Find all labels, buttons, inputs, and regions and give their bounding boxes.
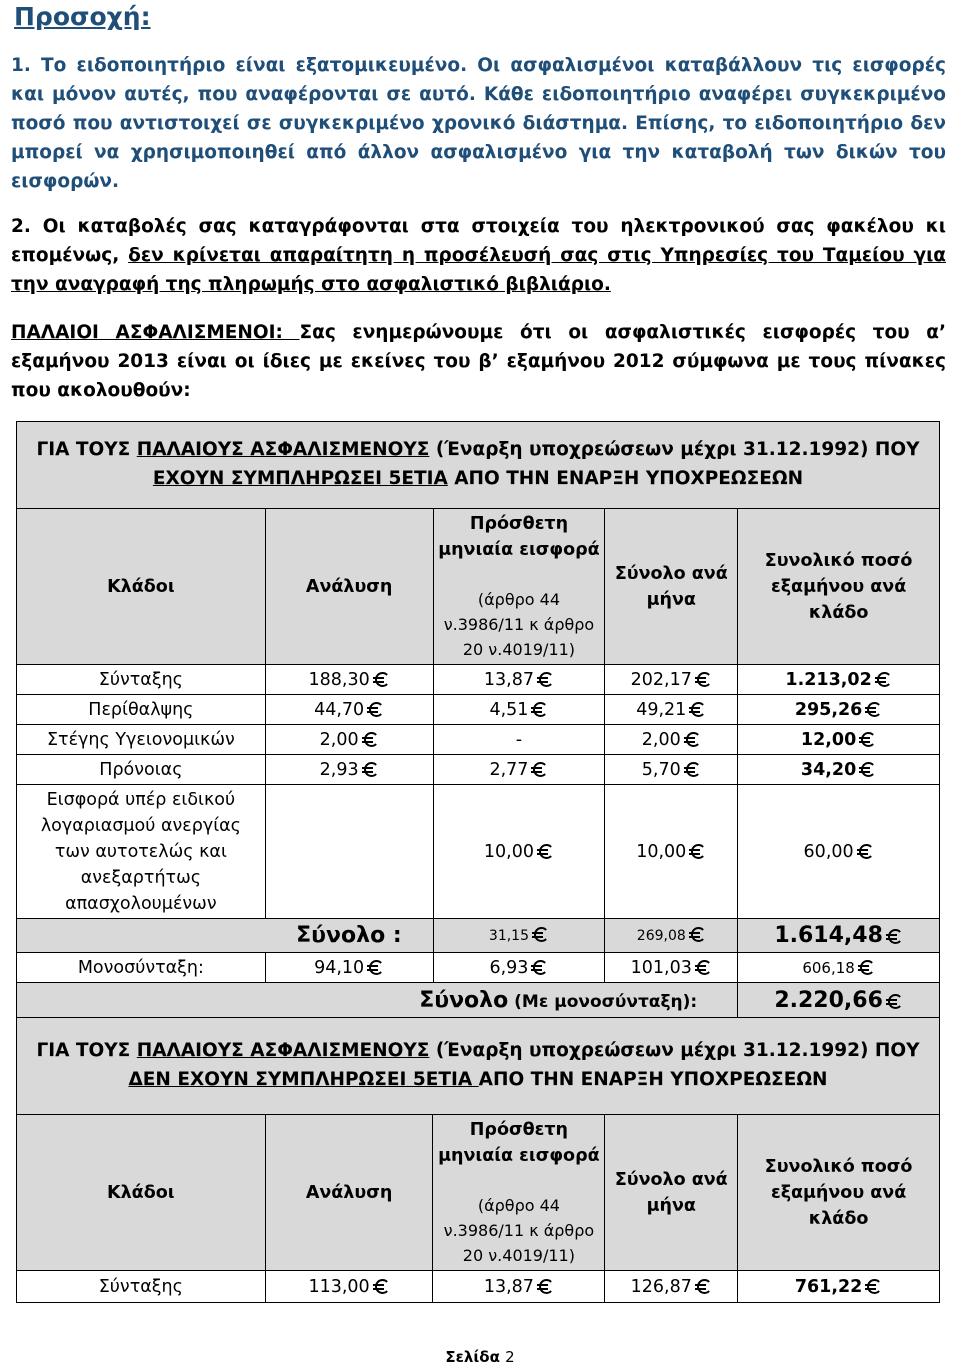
table1-title: ΓΙΑ ΤΟΥΣ ΠΑΛΑΙΟΥΣ ΑΣΦΑΛΙΣΜΕΝΟΥΣ (Έναρξη υποχρεώσεων μέχρι 31.12.1992) ΠΟΥ ΕΧΟΥΝ ΣΥΜΠΛΗΡΩΣΕΙ 5ΕΤΙΑ ΑΠΟ ΤΗΝ ΕΝΑΡΞΗ ΥΠΟΧΡΕΩΣΕΩΝ xyxy=(17,422,940,509)
col-monthly-header: Σύνολο ανά μήνα xyxy=(605,1115,738,1271)
table-row: Περίθαλψης 44,70 4,51 49,21 295,26 xyxy=(17,695,940,725)
euro-icon xyxy=(888,929,903,944)
notice-2 xyxy=(11,212,946,299)
col-branch-header: Κλάδοι xyxy=(17,1115,266,1271)
page-heading: Προσοχή: xyxy=(14,2,151,31)
notice-2-underlined: δεν κρίνεται απαραίτητη η προσέλευσή σας στις Υπηρεσίες του Ταμείου για την αναγραφή της πληρωμής στο ασφαλιστικό βιβλιάριο. xyxy=(11,245,947,295)
euro-icon xyxy=(534,927,549,942)
euro-icon xyxy=(888,994,903,1009)
info-text: Σας ενημερώνουμε ότι οι ασφαλιστικές εισφορές του α’ εξαμήνου 2013 είναι οι ίδιες με εκείνες του β’ εξαμήνου 2012 σύμφωνα με τους πίνακες που ακολουθούν: xyxy=(11,322,947,401)
table-row: Πρόνοιας 2,93 2,77 5,70 34,20 xyxy=(17,755,940,785)
page-number: 2 xyxy=(505,1348,515,1366)
euro-icon xyxy=(697,960,712,975)
col-branch-header: Κλάδοι xyxy=(17,509,266,665)
col-monthly-header: Σύνολο ανά μήνα xyxy=(605,509,738,665)
total-label: Σύνολο : xyxy=(265,919,433,953)
col-semester-header: Συνολικό ποσό εξαμήνου ανά κλάδο xyxy=(738,509,940,665)
euro-icon xyxy=(539,672,554,687)
euro-icon xyxy=(691,927,706,942)
contributions-table-under-5yr xyxy=(16,1017,940,1303)
euro-icon xyxy=(867,702,882,717)
euro-icon xyxy=(686,762,701,777)
euro-icon xyxy=(859,844,874,859)
grand-total-row: Σύνολο (Με μονοσύνταξη): 2.220,66 xyxy=(17,983,940,1019)
euro-icon xyxy=(364,732,379,747)
mono-row: Μονοσύνταξη: 94,10 6,93 101,03 606,18 xyxy=(17,953,940,983)
euro-icon xyxy=(539,844,554,859)
euro-icon xyxy=(877,672,892,687)
euro-icon xyxy=(860,960,875,975)
col-additional-header: Πρόσθετη μηνιαία εισφορά (άρθρο 44 ν.3986/11 κ άρθρο 20 ν.4019/11) xyxy=(433,509,605,665)
euro-icon xyxy=(867,1279,882,1294)
notice-1: 1. Το ειδοποιητήριο είναι εξατομικευμένο. Οι ασφαλισμένοι καταβάλλουν τις εισφορές και μόνον αυτές, που αναφέρονται σε αυτό. Κάθε ειδοποιητήριο αναφέρει συγκεκριμένο ποσό που αντιστοιχεί σε συγκεκριμένο χρονικό διάστημα. Επίσης, το ειδοποιητήριο δεν μπορεί να χρησιμοποιηθεί από άλλον ασφαλισμένο για την καταβολή των δικών του εισφορών. xyxy=(11,55,946,192)
euro-icon xyxy=(369,702,384,717)
footer-label: Σελίδα xyxy=(445,1348,500,1366)
col-semester-header: Συνολικό ποσό εξαμήνου ανά κλάδο xyxy=(738,1115,940,1271)
col-analysis-header: Ανάλυση xyxy=(265,1115,433,1271)
info-label: ΠΑΛΑΙΟΙ ΑΣΦΑΛΙΣΜΕΝΟΙ: xyxy=(11,322,300,343)
euro-icon xyxy=(697,672,712,687)
euro-icon xyxy=(691,844,706,859)
euro-icon xyxy=(691,702,706,717)
table-row: Σύνταξης 113,00 13,87 126,87 761,22 xyxy=(17,1271,940,1303)
euro-icon xyxy=(861,762,876,777)
euro-icon xyxy=(364,762,379,777)
euro-icon xyxy=(697,1279,712,1294)
table2-title: ΓΙΑ ΤΟΥΣ ΠΑΛΑΙΟΥΣ ΑΣΦΑΛΙΣΜΕΝΟΥΣ (Έναρξη υποχρεώσεων μέχρι 31.12.1992) ΠΟΥ ΔΕΝ ΕΧΟΥΝ ΣΥΜΠΛΗΡΩΣΕΙ 5ΕΤΙΑ ΑΠΟ ΤΗΝ ΕΝΑΡΞΗ ΥΠΟΧΡΕΩΣΕΩΝ xyxy=(17,1018,940,1115)
table-row: Στέγης Υγειονομικών 2,00 - 2,00 12,00 xyxy=(17,725,940,755)
page-footer xyxy=(0,1348,960,1366)
info-paragraph xyxy=(11,318,946,405)
euro-icon xyxy=(861,732,876,747)
euro-icon xyxy=(375,1279,390,1294)
euro-icon xyxy=(533,960,548,975)
euro-icon xyxy=(686,732,701,747)
euro-icon xyxy=(539,1279,554,1294)
col-analysis-header: Ανάλυση xyxy=(265,509,433,665)
euro-icon xyxy=(369,960,384,975)
notice-2-text: 2. Οι καταβολές σας καταγράφονται στα στοιχεία του ηλεκτρονικού σας φακέλου κι επομένως, xyxy=(11,216,946,266)
euro-icon xyxy=(375,672,390,687)
table-row: Εισφορά υπέρ ειδικού λογαριασμού ανεργίας των αυτοτελώς και ανεξαρτήτως απασχολουμένων 10,00 10,00 60,00 xyxy=(17,785,940,919)
euro-icon xyxy=(533,702,548,717)
total-row: Σύνολο : 31,15 269,08 1.614,48 xyxy=(17,919,940,953)
col-additional-header: Πρόσθετη μηνιαία εισφορά (άρθρο 44 ν.3986/11 κ άρθρο 20 ν.4019/11) xyxy=(433,1115,605,1271)
euro-icon xyxy=(533,762,548,777)
contributions-table-5yr xyxy=(16,421,940,1019)
table-row: Σύνταξης 188,30 13,87 202,17 1.213,02 xyxy=(17,665,940,695)
